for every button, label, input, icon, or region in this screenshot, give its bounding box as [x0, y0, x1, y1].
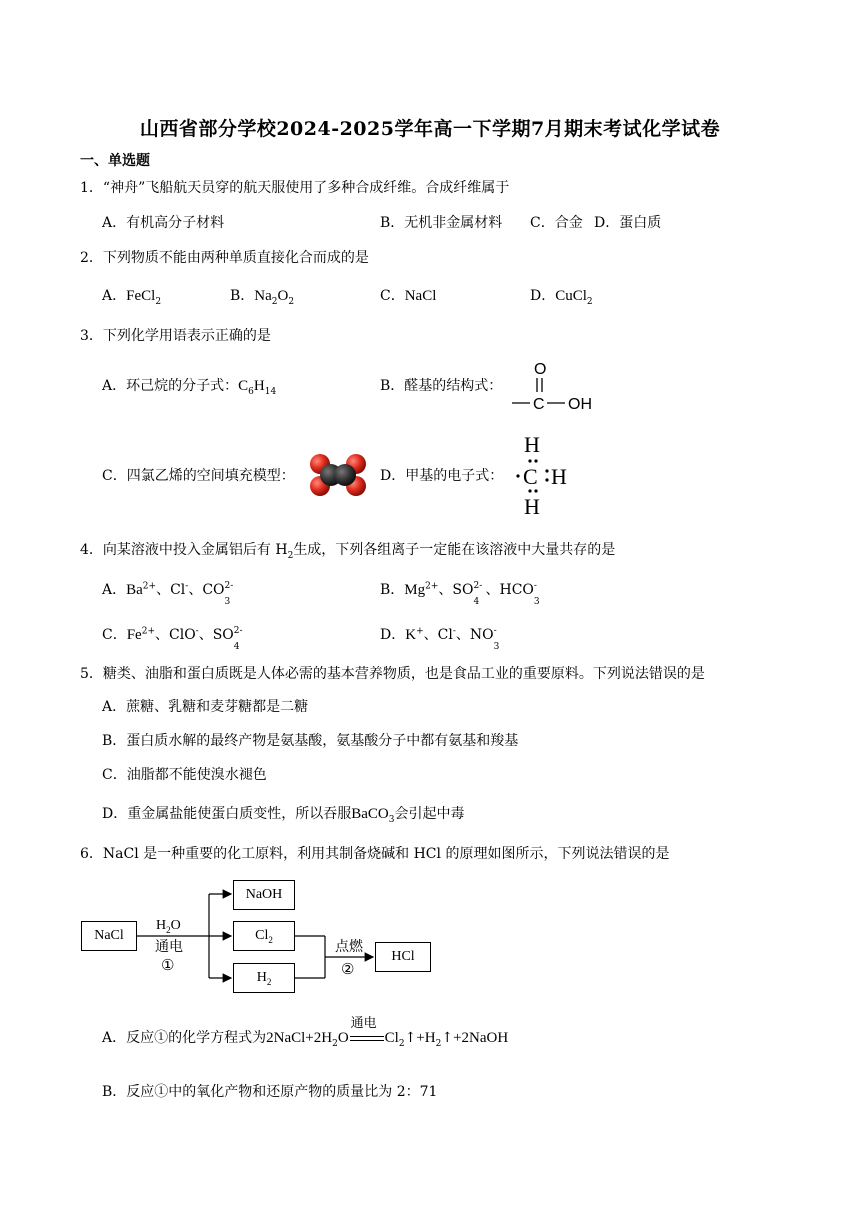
struct-oh: OH — [568, 396, 592, 413]
label-step2: ② — [341, 962, 355, 978]
struct-o: O — [534, 361, 547, 378]
c-atom: C — [523, 464, 538, 489]
q2-option-c: C．NaCl — [380, 288, 437, 304]
q5-stem: 5．糖类、油脂和蛋白质既是人体必需的基本营养物质，也是食品工业的重要原料。下列说法错误的是 — [80, 666, 705, 682]
q4-option-d: D．K+、Cl-、NO - 3 — [380, 626, 500, 652]
q3-option-b: B．醛基的结构式： — [380, 378, 503, 394]
q3-c-model — [308, 453, 368, 497]
q5-option-d: D．重金属盐能使蛋白质变性，所以吞服BaCO$_3$会引起中毒 — [102, 806, 465, 825]
box-h2: $H_2$ — [233, 963, 295, 993]
q1-option-d: D．蛋白质 — [594, 215, 662, 231]
q3-stem: 3．下列化学用语表示正确的是 — [80, 328, 271, 344]
q2-option-a: A．FeCl$_2$ — [102, 288, 162, 307]
box-nacl: NaCl — [81, 921, 137, 951]
struct-c: C — [533, 396, 545, 413]
q3-option-c: C．四氯乙烯的空间填充模型： — [102, 468, 295, 484]
q1-stem: 1．“神舟”飞船航天员穿的航天服使用了多种合成纤维。合成纤维属于 — [80, 180, 510, 196]
h-top: H — [524, 432, 540, 457]
q4-option-a: A．$Ba^{2+}$、Cl-、CO 2- 3 — [102, 581, 234, 607]
label-electrolysis: 通电 — [155, 940, 183, 955]
box-naoh: NaOH — [233, 880, 295, 910]
box-cl2: $Cl_2$ — [233, 921, 295, 951]
exam-title: 山西省部分学校2024-2025学年高一下学期7月期末考试化学试卷 — [139, 118, 721, 140]
q3-d-structure — [510, 430, 580, 518]
q3-b-structure — [510, 358, 610, 414]
q2-stem: 2．下列物质不能由两种单质直接化合而成的是 — [80, 250, 369, 266]
q6-option-a: A．反应①的化学方程式为$2NaCl+2H_2O$ 通电 $Cl_2↑+H_2↑+2NaOH$ — [102, 1016, 509, 1049]
q3-option-a: A．环己烷的分子式：$C_6H_{14}$ — [102, 378, 277, 397]
box-hcl: HCl — [375, 942, 431, 972]
label-h2o: $H_2O$ — [156, 918, 181, 935]
q1-option-b: B．无机非金属材料 — [380, 215, 503, 231]
label-ignite: 点燃 — [335, 940, 363, 955]
eq-condition: 通电 — [350, 1016, 377, 1031]
q6-stem: 6．NaCl 是一种重要的化工原料，利用其制备烧碱和 HCl 的原理如图所示，下列说法错误的是 — [80, 846, 670, 862]
q1-option-a: A．有机高分子材料 — [102, 215, 225, 231]
label-step1: ① — [161, 958, 175, 974]
q4-option-c: C．$Fe^{2+}$、ClO-、SO 2- 4 — [102, 626, 243, 652]
h-bottom: H — [524, 494, 540, 519]
q5-option-c: C．油脂都不能使溴水褪色 — [102, 767, 267, 783]
q1-option-c: C．合金 — [530, 215, 583, 231]
q3-option-d: D．甲基的电子式： — [380, 468, 504, 484]
q4-option-b: B．$Mg^{2+}$、SO 2- 4 、HCO - 3 — [380, 581, 540, 607]
q2-option-b: B．$Na_2O_2$ — [230, 288, 295, 307]
q2-option-d: D．CuCl$_2$ — [530, 288, 593, 307]
h-right: H — [551, 464, 567, 489]
q5-option-b: B．蛋白质水解的最终产物是氨基酸，氨基酸分子中都有氨基和羧基 — [102, 733, 519, 749]
q6-option-b: B．反应①中的氧化产物和还原产物的质量比为 2：71 — [102, 1084, 438, 1100]
section-heading: 一、单选题 — [80, 153, 150, 169]
q5-option-a: A．蔗糖、乳糖和麦芽糖都是二糖 — [102, 699, 309, 715]
q4-stem: 4．向某溶液中投入金属铝后有 $H_2$生成，下列各组离子一定能在该溶液中大量共存的是 — [80, 542, 616, 561]
